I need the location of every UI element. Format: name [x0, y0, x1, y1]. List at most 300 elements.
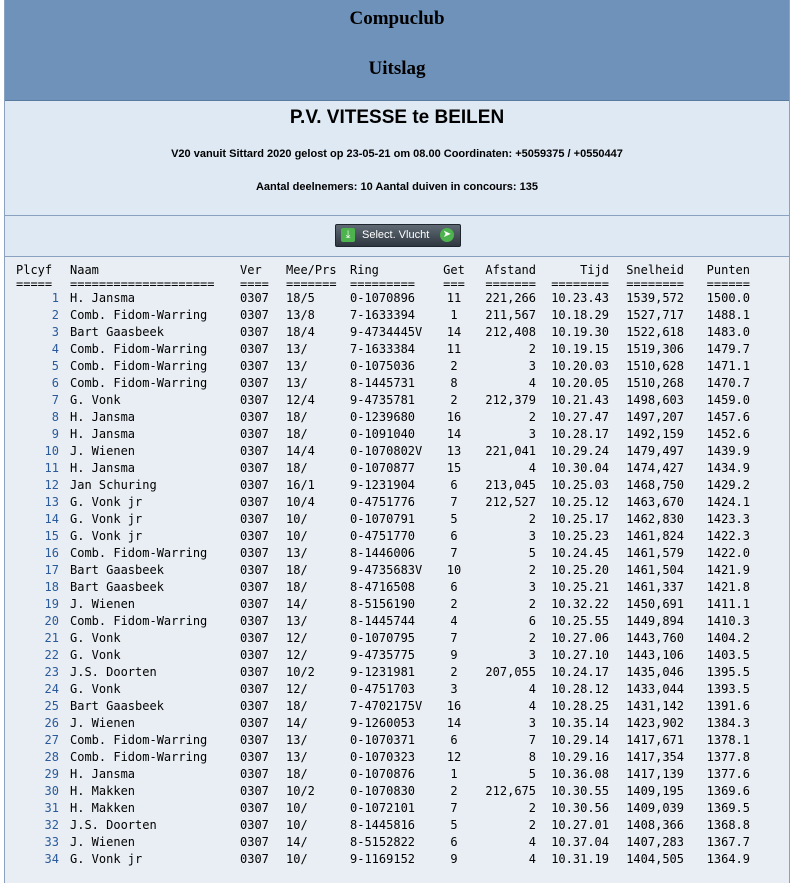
- table-cell: 30: [44, 783, 59, 798]
- table-cell: 10.28.12: [551, 681, 609, 696]
- table-cell: 0-4751770: [350, 528, 416, 543]
- table-row: [16, 578, 750, 595]
- table-cell: 1463,670: [626, 494, 684, 509]
- table-cell: G. Vonk jr: [70, 511, 143, 526]
- table-cell: 8-1445731: [350, 375, 416, 390]
- table-cell: 0307: [240, 477, 269, 492]
- table-row: [16, 442, 750, 459]
- table-cell: 0307: [240, 732, 269, 747]
- table-cell: 3: [528, 715, 536, 730]
- table-cell: 1434.9: [706, 460, 750, 475]
- separator-cell: =========: [350, 276, 416, 291]
- table-cell: 0-1072101: [350, 800, 416, 815]
- table-cell: 1403.5: [706, 647, 750, 662]
- table-cell: 10.37.04: [551, 834, 609, 849]
- table-cell: 2: [528, 562, 536, 577]
- table-row: [16, 799, 750, 816]
- header-title: Compuclub: [349, 8, 445, 29]
- table-cell: 1483.0: [706, 324, 750, 339]
- table-cell: 6: [450, 579, 458, 594]
- table-cell: G. Vonk: [70, 647, 121, 662]
- table-cell: 1519,306: [626, 341, 684, 356]
- table-row: [16, 425, 750, 442]
- table-cell: 13/: [286, 358, 308, 373]
- table-cell: 1443,106: [626, 647, 684, 662]
- table-cell: 1457.6: [706, 409, 750, 424]
- table-cell: 0307: [240, 800, 269, 815]
- table-cell: 16: [446, 698, 462, 713]
- download-icon: ⤓: [341, 228, 355, 242]
- table-cell: 212,408: [485, 324, 536, 339]
- table-cell: 0307: [240, 630, 269, 645]
- table-cell: 0307: [240, 817, 269, 832]
- table-cell: 0307: [240, 511, 269, 526]
- table-cell: 1443,760: [626, 630, 684, 645]
- table-cell: 10.25.55: [551, 613, 609, 628]
- table-cell: Comb. Fidom-Warring: [70, 749, 208, 764]
- table-cell: Comb. Fidom-Warring: [70, 307, 208, 322]
- separator-cell: ====: [240, 276, 269, 291]
- table-cell: 12: [44, 477, 59, 492]
- table-cell: 10.28.25: [551, 698, 609, 713]
- table-cell: 1369.6: [706, 783, 750, 798]
- table-cell: 8-1445744: [350, 613, 416, 628]
- header-row: [16, 261, 750, 278]
- table-cell: 4: [450, 613, 458, 628]
- table-cell: 0307: [240, 647, 269, 662]
- table-cell: 0307: [240, 766, 269, 781]
- table-cell: 4: [528, 681, 536, 696]
- table-cell: Jan Schuring: [70, 477, 157, 492]
- table-cell: 1417,354: [626, 749, 684, 764]
- table-cell: 1409,039: [626, 800, 684, 815]
- table-cell: 3: [528, 528, 536, 543]
- table-cell: 1424.1: [706, 494, 750, 509]
- table-cell: 10.30.56: [551, 800, 609, 815]
- table-cell: 1498,603: [626, 392, 684, 407]
- table-cell: 18/: [286, 460, 308, 475]
- table-cell: 1422.0: [706, 545, 750, 560]
- table-cell: 12/: [286, 630, 308, 645]
- table-cell: J. Wienen: [70, 834, 136, 849]
- table-cell: 14: [446, 715, 462, 730]
- table-cell: 7: [450, 800, 458, 815]
- table-cell: 1: [450, 307, 458, 322]
- table-cell: 34: [44, 851, 59, 866]
- table-cell: 2: [51, 307, 59, 322]
- table-cell: 1429.2: [706, 477, 750, 492]
- table-cell: 7-1633394: [350, 307, 416, 322]
- table-cell: 18/: [286, 579, 308, 594]
- table-cell: 0307: [240, 409, 269, 424]
- table-cell: J. Wienen: [70, 443, 136, 458]
- arrow-right-icon: ➤: [440, 228, 454, 242]
- table-cell: 1474,427: [626, 460, 684, 475]
- table-cell: 0307: [240, 749, 269, 764]
- table-cell: 0307: [240, 358, 269, 373]
- table-cell: 13: [44, 494, 59, 509]
- table-cell: H. Jansma: [70, 460, 136, 475]
- separator-cell: ======: [706, 276, 750, 291]
- table-cell: 10.19.15: [551, 341, 609, 356]
- table-cell: 1461,579: [626, 545, 684, 560]
- table-cell: 1368.8: [706, 817, 750, 832]
- table-cell: 1470.7: [706, 375, 750, 390]
- table-cell: 1395.5: [706, 664, 750, 679]
- table-cell: 1367.7: [706, 834, 750, 849]
- button-bar: [5, 216, 789, 257]
- table-cell: 10.29.24: [551, 443, 609, 458]
- table-cell: 2: [450, 596, 458, 611]
- table-cell: 14/: [286, 715, 308, 730]
- table-cell: 6: [450, 528, 458, 543]
- table-row: [16, 850, 750, 867]
- table-cell: 6: [51, 375, 59, 390]
- column-header: Tijd: [580, 262, 609, 277]
- table-cell: 0-4751703: [350, 681, 416, 696]
- column-header: Mee/Prs: [286, 262, 337, 277]
- table-cell: 0307: [240, 341, 269, 356]
- separator-cell: ====================: [70, 276, 215, 291]
- results-table: [16, 261, 750, 867]
- table-cell: 1: [450, 766, 458, 781]
- separator-cell: ===: [443, 276, 465, 291]
- table-cell: 2: [450, 392, 458, 407]
- table-cell: 1407,283: [626, 834, 684, 849]
- table-cell: 1492,159: [626, 426, 684, 441]
- table-cell: 221,041: [485, 443, 536, 458]
- table-cell: 1421.8: [706, 579, 750, 594]
- table-cell: 3: [528, 426, 536, 441]
- column-header: Get: [443, 262, 465, 277]
- table-row: [16, 765, 750, 782]
- table-cell: 2: [528, 341, 536, 356]
- header-subtitle: Uitslag: [368, 58, 426, 79]
- table-cell: H. Makken: [70, 783, 136, 798]
- table-cell: 0-1070896: [350, 290, 416, 305]
- table-cell: Comb. Fidom-Warring: [70, 732, 208, 747]
- table-cell: 10.29.16: [551, 749, 609, 764]
- table-cell: 1404,505: [626, 851, 684, 866]
- table-cell: 9-4735683V: [350, 562, 423, 577]
- table-cell: 17: [44, 562, 59, 577]
- table-cell: 18: [44, 579, 59, 594]
- table-row: [16, 357, 750, 374]
- table-cell: 0307: [240, 562, 269, 577]
- table-cell: 20: [44, 613, 59, 628]
- table-cell: 2: [528, 409, 536, 424]
- table-cell: 10.36.08: [551, 766, 609, 781]
- column-header: Afstand: [485, 262, 536, 277]
- table-cell: 18/: [286, 562, 308, 577]
- table-cell: 6: [450, 732, 458, 747]
- table-cell: 221,266: [485, 290, 536, 305]
- table-cell: 7: [450, 545, 458, 560]
- table-cell: 10.35.14: [551, 715, 609, 730]
- table-cell: 8: [51, 409, 59, 424]
- table-cell: 4: [528, 834, 536, 849]
- table-cell: 2: [528, 596, 536, 611]
- table-cell: 1459.0: [706, 392, 750, 407]
- select-flight-label: Select. Vlucht: [362, 229, 430, 241]
- table-row: [16, 476, 750, 493]
- table-cell: 33: [44, 834, 59, 849]
- table-cell: 10/: [286, 851, 308, 866]
- table-cell: 0-1070371: [350, 732, 416, 747]
- table-cell: 2: [450, 783, 458, 798]
- table-cell: 8-5152822: [350, 834, 416, 849]
- table-row: [16, 731, 750, 748]
- table-cell: 2: [450, 358, 458, 373]
- table-row: [16, 714, 750, 731]
- table-cell: 6: [450, 477, 458, 492]
- table-cell: G. Vonk jr: [70, 494, 143, 509]
- table-cell: 1417,139: [626, 766, 684, 781]
- table-cell: 0307: [240, 613, 269, 628]
- table-cell: 1468,750: [626, 477, 684, 492]
- table-cell: 7: [51, 392, 59, 407]
- table-cell: 5: [450, 817, 458, 832]
- table-cell: 14: [446, 426, 462, 441]
- table-cell: G. Vonk: [70, 630, 121, 645]
- table-cell: Comb. Fidom-Warring: [70, 358, 208, 373]
- table-cell: 13/8: [286, 307, 315, 322]
- table-cell: 10.28.17: [551, 426, 609, 441]
- table-row: [16, 782, 750, 799]
- table-cell: 211,567: [485, 307, 536, 322]
- table-cell: 0307: [240, 375, 269, 390]
- table-cell: 10.27.06: [551, 630, 609, 645]
- table-cell: 2: [528, 630, 536, 645]
- table-cell: 9: [450, 647, 458, 662]
- table-cell: 1461,337: [626, 579, 684, 594]
- table-cell: 18/: [286, 698, 308, 713]
- table-cell: 2: [528, 511, 536, 526]
- table-cell: 10.24.17: [551, 664, 609, 679]
- table-cell: 212,527: [485, 494, 536, 509]
- table-cell: 7-4702175V: [350, 698, 423, 713]
- table-cell: 9-4735775: [350, 647, 416, 662]
- table-cell: 0307: [240, 494, 269, 509]
- table-cell: 13/: [286, 375, 308, 390]
- table-cell: G. Vonk jr: [70, 528, 143, 543]
- table-cell: 9-4734445V: [350, 324, 423, 339]
- table-cell: 2: [528, 817, 536, 832]
- table-cell: 1378.1: [706, 732, 750, 747]
- separator-cell: =====: [16, 276, 53, 291]
- table-cell: 0307: [240, 851, 269, 866]
- table-cell: 13/: [286, 732, 308, 747]
- table-cell: 8: [450, 375, 458, 390]
- column-header: Ver: [240, 262, 262, 277]
- table-cell: 10/2: [286, 783, 315, 798]
- table-cell: 24: [44, 681, 59, 696]
- table-cell: 10.25.03: [551, 477, 609, 492]
- table-cell: 1421.9: [706, 562, 750, 577]
- table-cell: 15: [44, 528, 59, 543]
- table-cell: 0-1239680: [350, 409, 416, 424]
- table-cell: 0307: [240, 681, 269, 696]
- table-cell: 4: [528, 851, 536, 866]
- table-cell: 9: [450, 851, 458, 866]
- table-cell: 26: [44, 715, 59, 730]
- table-cell: 0307: [240, 545, 269, 560]
- table-cell: 11: [44, 460, 59, 475]
- table-cell: 8-1445816: [350, 817, 416, 832]
- table-cell: J. Wienen: [70, 715, 136, 730]
- table-cell: 1452.6: [706, 426, 750, 441]
- table-cell: 1408,366: [626, 817, 684, 832]
- table-cell: 8-1446006: [350, 545, 416, 560]
- table-cell: 1479,497: [626, 443, 684, 458]
- table-cell: J. Wienen: [70, 596, 136, 611]
- table-cell: 0307: [240, 698, 269, 713]
- table-cell: 4: [528, 375, 536, 390]
- table-cell: 0-1070802V: [350, 443, 423, 458]
- table-cell: 1364.9: [706, 851, 750, 866]
- table-cell: 0-1070876: [350, 766, 416, 781]
- table-cell: 1462,830: [626, 511, 684, 526]
- table-cell: 18/5: [286, 290, 315, 305]
- table-cell: 3: [450, 681, 458, 696]
- table-cell: H. Jansma: [70, 766, 136, 781]
- select-flight-button[interactable]: [335, 224, 461, 247]
- table-cell: 16: [44, 545, 59, 560]
- table-cell: 6: [528, 613, 536, 628]
- table-cell: 1439.9: [706, 443, 750, 458]
- table-cell: G. Vonk: [70, 392, 121, 407]
- table-row: [16, 748, 750, 765]
- table-cell: 1497,207: [626, 409, 684, 424]
- table-cell: 19: [44, 596, 59, 611]
- flight-description: V20 vanuit Sittard 2020 gelost op 23-05-21 om 08.00 Coordinaten: +5059375 / +0550447: [171, 148, 623, 160]
- table-cell: 0-1075036: [350, 358, 416, 373]
- table-cell: 8: [528, 749, 536, 764]
- table-cell: 10.32.22: [551, 596, 609, 611]
- table-cell: 1522,618: [626, 324, 684, 339]
- table-row: [16, 612, 750, 629]
- table-cell: 23: [44, 664, 59, 679]
- table-row: [16, 510, 750, 527]
- table-cell: 0307: [240, 324, 269, 339]
- table-cell: 18/: [286, 766, 308, 781]
- table-cell: 32: [44, 817, 59, 832]
- table-cell: 10.27.10: [551, 647, 609, 662]
- table-cell: 207,055: [485, 664, 536, 679]
- table-cell: 1393.5: [706, 681, 750, 696]
- table-cell: 0307: [240, 834, 269, 849]
- table-cell: 12: [446, 749, 462, 764]
- table-row: [16, 459, 750, 476]
- page-frame: [4, 0, 790, 883]
- table-cell: 0-1091040: [350, 426, 416, 441]
- table-cell: 1479.7: [706, 341, 750, 356]
- table-cell: 3: [528, 358, 536, 373]
- club-name: P.V. VITESSE te BEILEN: [289, 107, 505, 128]
- table-cell: 11: [446, 290, 462, 305]
- table-cell: Bart Gaasbeek: [70, 562, 164, 577]
- table-cell: 14: [44, 511, 59, 526]
- table-row: [16, 816, 750, 833]
- table-cell: 1411.1: [706, 596, 750, 611]
- table-row: [16, 595, 750, 612]
- table-cell: 15: [446, 460, 462, 475]
- table-cell: 1409,195: [626, 783, 684, 798]
- separator-cell: =======: [485, 276, 536, 291]
- separator-cell: ========: [626, 276, 684, 291]
- table-cell: 1369.5: [706, 800, 750, 815]
- table-cell: 9-1231904: [350, 477, 416, 492]
- table-cell: 1450,691: [626, 596, 684, 611]
- table-cell: H. Jansma: [70, 426, 136, 441]
- table-cell: 10.30.55: [551, 783, 609, 798]
- table-cell: 0307: [240, 528, 269, 543]
- table-row: [16, 374, 750, 391]
- table-cell: 0-1070323: [350, 749, 416, 764]
- table-cell: 4: [51, 341, 59, 356]
- table-cell: 14/: [286, 834, 308, 849]
- table-row: [16, 697, 750, 714]
- table-cell: 1471.1: [706, 358, 750, 373]
- table-cell: 13/: [286, 341, 308, 356]
- table-cell: 0307: [240, 579, 269, 594]
- table-cell: 10.20.05: [551, 375, 609, 390]
- table-cell: 1510,268: [626, 375, 684, 390]
- table-cell: 12/: [286, 647, 308, 662]
- table-cell: 7: [450, 630, 458, 645]
- table-row: [16, 493, 750, 510]
- table-cell: 1423,902: [626, 715, 684, 730]
- table-cell: 10.18.29: [551, 307, 609, 322]
- table-cell: 6: [450, 834, 458, 849]
- table-cell: 10.29.14: [551, 732, 609, 747]
- separator-cell: ========: [551, 276, 609, 291]
- table-cell: 10.25.12: [551, 494, 609, 509]
- table-cell: 1431,142: [626, 698, 684, 713]
- table-row: [16, 323, 750, 340]
- table-cell: 1449,894: [626, 613, 684, 628]
- table-cell: 1539,572: [626, 290, 684, 305]
- table-cell: 2: [450, 664, 458, 679]
- table-cell: 10.24.45: [551, 545, 609, 560]
- table-cell: 8-4716508: [350, 579, 416, 594]
- table-cell: 5: [528, 766, 536, 781]
- table-row: [16, 289, 750, 306]
- column-header: Plcyf: [16, 262, 53, 277]
- table-cell: 10.25.21: [551, 579, 609, 594]
- table-cell: 10.20.03: [551, 358, 609, 373]
- table-cell: 7-1633384: [350, 341, 416, 356]
- table-row: [16, 663, 750, 680]
- separator-row: [16, 278, 750, 289]
- table-cell: 2: [528, 800, 536, 815]
- table-cell: 11: [446, 341, 462, 356]
- column-header: Snelheid: [626, 262, 684, 277]
- table-cell: 1488.1: [706, 307, 750, 322]
- table-cell: Comb. Fidom-Warring: [70, 375, 208, 390]
- table-cell: Comb. Fidom-Warring: [70, 341, 208, 356]
- table-cell: 1510,628: [626, 358, 684, 373]
- table-row: [16, 527, 750, 544]
- table-cell: 10.25.20: [551, 562, 609, 577]
- table-cell: 1417,671: [626, 732, 684, 747]
- table-cell: 10.25.17: [551, 511, 609, 526]
- table-cell: 10/: [286, 817, 308, 832]
- table-cell: 1500.0: [706, 290, 750, 305]
- table-row: [16, 306, 750, 323]
- table-cell: 9-1231981: [350, 664, 416, 679]
- table-cell: 0-1070791: [350, 511, 416, 526]
